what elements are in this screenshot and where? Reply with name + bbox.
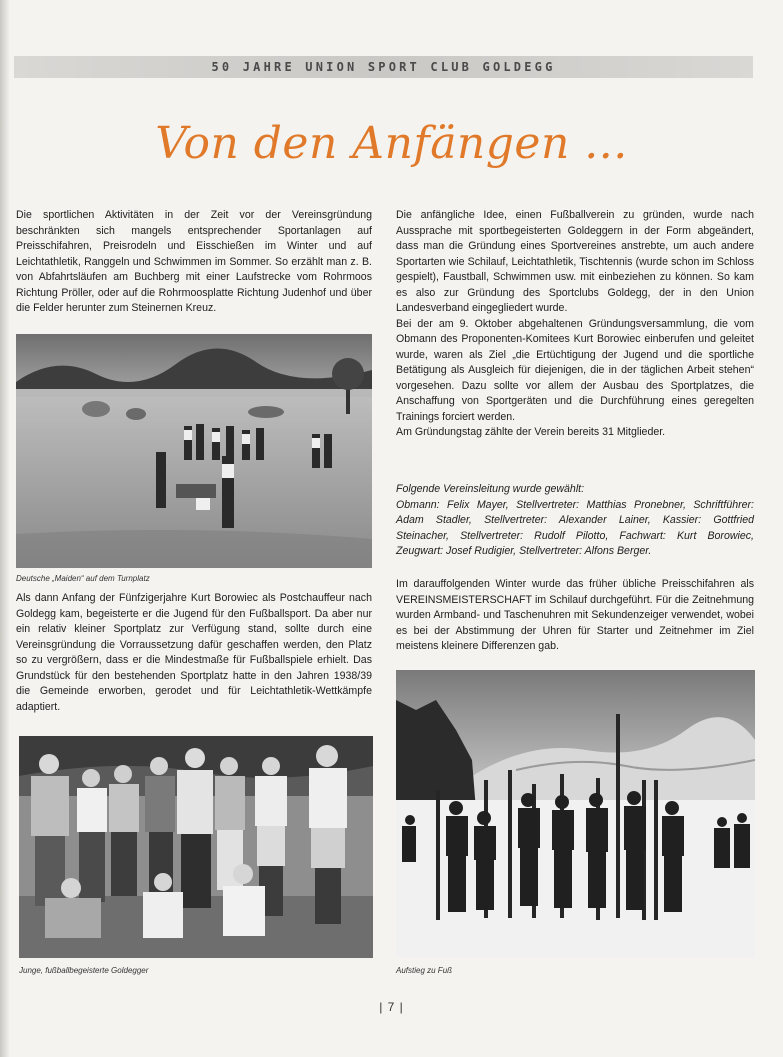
right-winter-paragraph: Im darauffolgenden Winter wurde das früher übliche Preisschifahren als VEREINSMEISTERSCHAFT im Schilauf durchgeführt. Für die Zeitnehmung wurden Armband- und Taschenuhren mit Sekundenzeiger verwendet, wobei es bei der Abstimmung der Uhren für Starter und Zeitnehmer im Ziel meistens kleinere Differenzen gab. — [396, 578, 754, 652]
caption-skiers: Aufstieg zu Fuß — [396, 966, 453, 975]
photo-football-boys — [19, 736, 373, 958]
page-title: Von den Anfängen ... — [155, 118, 628, 169]
photo-football-boys-image — [19, 736, 373, 958]
caption-maiden: Deutsche „Maiden“ auf dem Turnplatz — [16, 574, 150, 583]
photo-maiden-turnplatz — [16, 334, 372, 568]
caption-football-boys: Junge, fußballbegeisterte Goldegger — [19, 966, 149, 975]
left-intro-paragraph: Die sportlichen Aktivitäten in der Zeit vor der Vereinsgründung beschränkten sich mangels entsprechender Sportanlagen auf Preisschifahren, Preisrodeln und Eisschießen im Winter und auf Leichtathletik, Ranggeln und Schwimmen im Sommer. So erzählt man z. B. von Abfahrtsläufen am Buchberg mit einer Laufstrecke vom Rohrmoos Richtung Pröller, oder auf die Rohrmoosplatte Richtung Judenhof und über die Felder herunter zum Steinernen Kreuz. — [16, 209, 372, 314]
running-header — [14, 56, 753, 78]
photo-skiers — [396, 670, 755, 957]
right-first-paragraph: Die anfängliche Idee, einen Fußballverein zu gründen, wurde nach Aussprache mit sportbegeisterten Goldeggern in der Form abgeändert, dass man die Gründung eines Sportvereines anstrebte, um auch andere Sportarten wie Schilauf, Leichtathletik, Tischtennis (wurde schon im Schloss gespielt), Faustball, Schwimmen usw. mit einbeziehen zu können. So kam es also zur Gründung des Sportclubs Goldegg, der in den Union Landesverband eingegliedert wurde. Bei der am 9. Oktober abgehaltenen Gründungsversammlung, die vom Obmann des Proponenten-Komitees Kurt Borowiec einberufen und geleitet wurde, waren als Ziel „die Ertüchtigung der Jugend und die sportliche Betätigung als Ausgleich für diejenigen, die in der täglichen Arbeit stehen“ vorgesehen. Dazu sollte vor allem der Ausbau des Sportplatzes, die Anschaffung von Sportgeräten und die Durchführung eines geregelten Trainings forciert werden. Am Gründungstag zählte der Verein bereits 31 Mitglieder. — [396, 209, 754, 438]
page-number: | 7 | — [379, 1000, 404, 1014]
leadership-intro: Folgende Vereinsleitung wurde gewählt: — [396, 483, 585, 495]
leadership-block — [396, 482, 754, 560]
running-header-text: 50 JAHRE UNION SPORT CLUB GOLDEGG — [211, 60, 556, 74]
photo-skiers-image — [396, 670, 755, 957]
leadership-list: Obmann: Felix Mayer, Stellvertreter: Matthias Pronebner, Schriftführer: Adam Stadler, Stellvertreter: Alexander Lainer, Kassier: Gottfried Steinacher, Stellvertreter: Rudolf Pilotto, Fachwart: Kurt Borowiec, Zeugwart: Josef Rudigier, Stellvertreter: Alfons Berger. — [396, 498, 754, 557]
photo-maiden-turnplatz-image — [16, 334, 372, 568]
left-second-paragraph: Als dann Anfang der Fünfzigerjahre Kurt Borowiec als Postchauffeur nach Goldegg kam, begeisterte er die Jugend für den Fußballsport. Da aber nur ein relativ kleiner Sportplatz zur Verfügung stand, sollte durch eine Vereinsgründung die Vorraussetzung dafür geschaffen werden, den Platz so zu vergrößern, dass er die Mindestmaße für Fußballspiele erhielt. Das Grundstück für den bestehenden Sportplatz hatte in den Jahren 1938/39 die Gemeinde erworben, gerodet und für Leichtathletik-Wettkämpfe adaptiert. — [16, 592, 372, 713]
